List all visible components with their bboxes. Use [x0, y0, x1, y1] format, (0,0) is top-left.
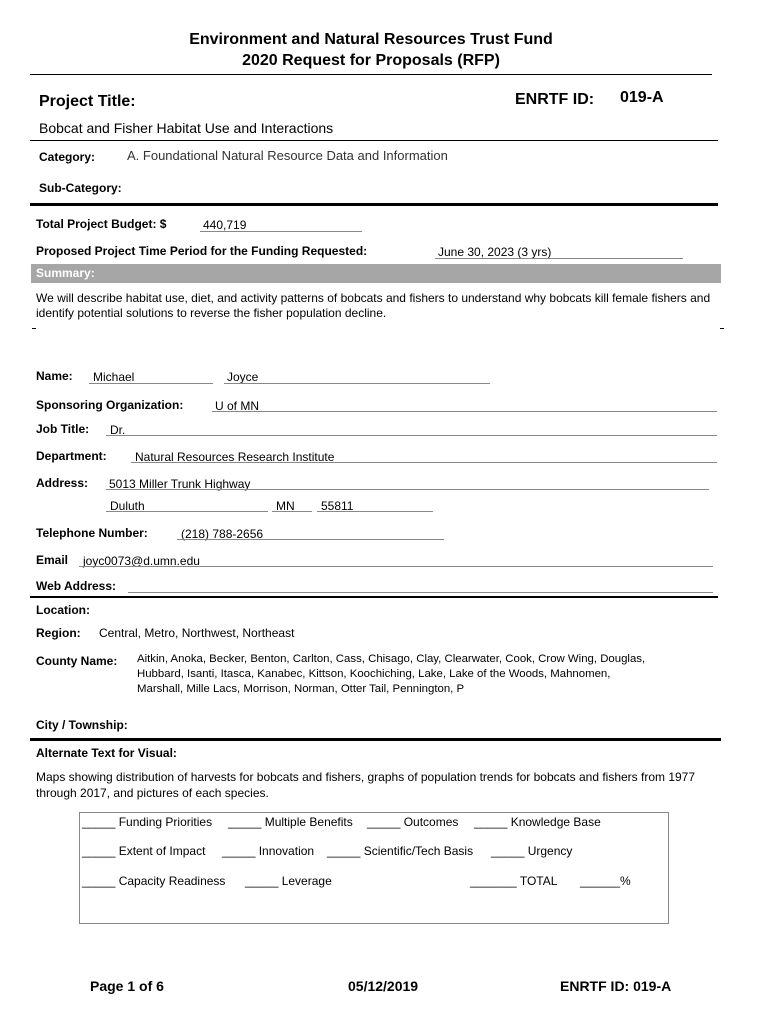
- address-label: Address:: [36, 476, 89, 490]
- score-scientific-basis: _____ Scientific/Tech Basis: [327, 844, 474, 858]
- header-subtitle: 2020 Request for Proposals (RFP): [242, 52, 500, 69]
- footer-date: 05/12/2019: [348, 978, 419, 994]
- budget-value: 440,719: [203, 218, 247, 232]
- job-value: Dr.: [110, 423, 126, 437]
- summary-header: Summary:: [31, 264, 721, 283]
- web-underline: [128, 592, 713, 593]
- period-value: June 30, 2023 (3 yrs): [438, 245, 552, 259]
- location-rule: [30, 738, 721, 741]
- city-underline: [106, 511, 268, 512]
- budget-label: Total Project Budget: $: [36, 217, 167, 231]
- region-value: Central, Metro, Northwest, Northeast: [99, 626, 295, 640]
- score-capacity-readiness: _____ Capacity Readiness: [82, 874, 226, 888]
- zip-underline: [317, 511, 433, 512]
- title-rule: [30, 140, 718, 141]
- city-value: Duluth: [110, 499, 145, 513]
- score-multiple-benefits: _____ Multiple Benefits: [228, 815, 353, 829]
- street-value: 5013 Miller Trunk Highway: [109, 477, 251, 491]
- county-line-1: Aitkin, Anoka, Becker, Benton, Carlton, Cass, Chisago, Clay, Clearwater, Cook, Crow Wing, Douglas,: [137, 653, 646, 665]
- score-extent-of-impact: _____ Extent of Impact: [82, 844, 206, 858]
- period-label: Proposed Project Time Period for the Funding Requested:: [36, 244, 368, 258]
- phone-value: (218) 788-2656: [181, 527, 264, 541]
- dept-underline: [131, 462, 717, 463]
- project-title-label: Project Title:: [39, 93, 136, 110]
- subcategory-label: Sub-Category:: [39, 181, 122, 195]
- footer-page: Page 1 of 6: [90, 978, 164, 994]
- street-underline: [106, 489, 709, 490]
- phone-label: Telephone Number:: [36, 526, 148, 540]
- county-label: County Name:: [36, 654, 118, 668]
- score-leverage: _____ Leverage: [245, 874, 332, 888]
- county-line-3: Marshall, Mille Lacs, Morrison, Norman, Otter Tail, Pennington, P: [137, 683, 465, 695]
- category-value: A. Foundational Natural Resource Data and Information: [127, 148, 448, 163]
- web-label: Web Address:: [36, 579, 117, 593]
- score-total: _______ TOTAL: [470, 874, 558, 888]
- phone-underline: [177, 539, 444, 540]
- project-title: Bobcat and Fisher Habitat Use and Interactions: [39, 120, 334, 136]
- score-knowledge-base: _____ Knowledge Base: [474, 815, 601, 829]
- header-rule: [30, 74, 712, 75]
- dept-label: Department:: [36, 449, 107, 463]
- email-label: Email: [36, 553, 69, 567]
- org-label: Sponsoring Organization:: [36, 398, 184, 412]
- region-label: Region:: [36, 626, 81, 640]
- alt-text-label: Alternate Text for Visual:: [36, 746, 177, 760]
- email-value: joyc0073@d.umn.edu: [83, 554, 200, 568]
- job-label: Job Title:: [36, 422, 90, 436]
- header-title: Environment and Natural Resources Trust Fund: [189, 31, 553, 48]
- category-label: Category:: [39, 150, 96, 164]
- name-label: Name:: [36, 369, 73, 383]
- state-underline: [272, 511, 312, 512]
- org-underline: [212, 411, 717, 412]
- period-underline: [435, 258, 683, 259]
- city-township-label: City / Township:: [36, 718, 128, 732]
- budget-underline: [200, 231, 362, 232]
- alt-text-body: Maps showing distribution of harvests for bobcats and fishers, graphs of population trends for bobcats and fishers from 1977 through 2017, and pictures of each species.: [36, 770, 696, 800]
- state-value: MN: [276, 499, 295, 513]
- score-urgency: _____ Urgency: [491, 844, 573, 858]
- score-outcomes: _____ Outcomes: [367, 815, 459, 829]
- summary-tick-right: [720, 328, 724, 329]
- zip-value: 55811: [321, 499, 354, 513]
- dept-value: Natural Resources Research Institute: [135, 450, 335, 464]
- location-label: Location:: [36, 603, 90, 617]
- enrtf-id-label: ENRTF ID:: [515, 91, 595, 108]
- score-percent: ______%: [580, 874, 631, 888]
- first-name-underline: [89, 383, 213, 384]
- last-name: Joyce: [227, 370, 259, 384]
- summary-tick-left: [32, 328, 36, 329]
- summary-text: We will describe habitat use, diet, and activity patterns of bobcats and fishers to understand why bobcats kill female fishers and identify potential solutions to reverse the fisher population decline.: [36, 291, 711, 320]
- score-funding-priorities: _____ Funding Priorities: [82, 815, 213, 829]
- org-value: U of MN: [215, 399, 260, 413]
- category-rule: [30, 203, 718, 206]
- contact-rule: [30, 596, 718, 598]
- last-name-underline: [224, 383, 490, 384]
- first-name: Michael: [93, 370, 135, 384]
- score-innovation: _____ Innovation: [222, 844, 315, 858]
- job-underline: [106, 435, 717, 436]
- enrtf-id-value: 019-A: [620, 89, 664, 106]
- email-underline: [79, 566, 713, 567]
- footer-id: ENRTF ID: 019-A: [560, 978, 672, 994]
- county-line-2: Hubbard, Isanti, Itasca, Kanabec, Kittson, Koochiching, Lake, Lake of the Woods, Mahnomen,: [137, 668, 611, 680]
